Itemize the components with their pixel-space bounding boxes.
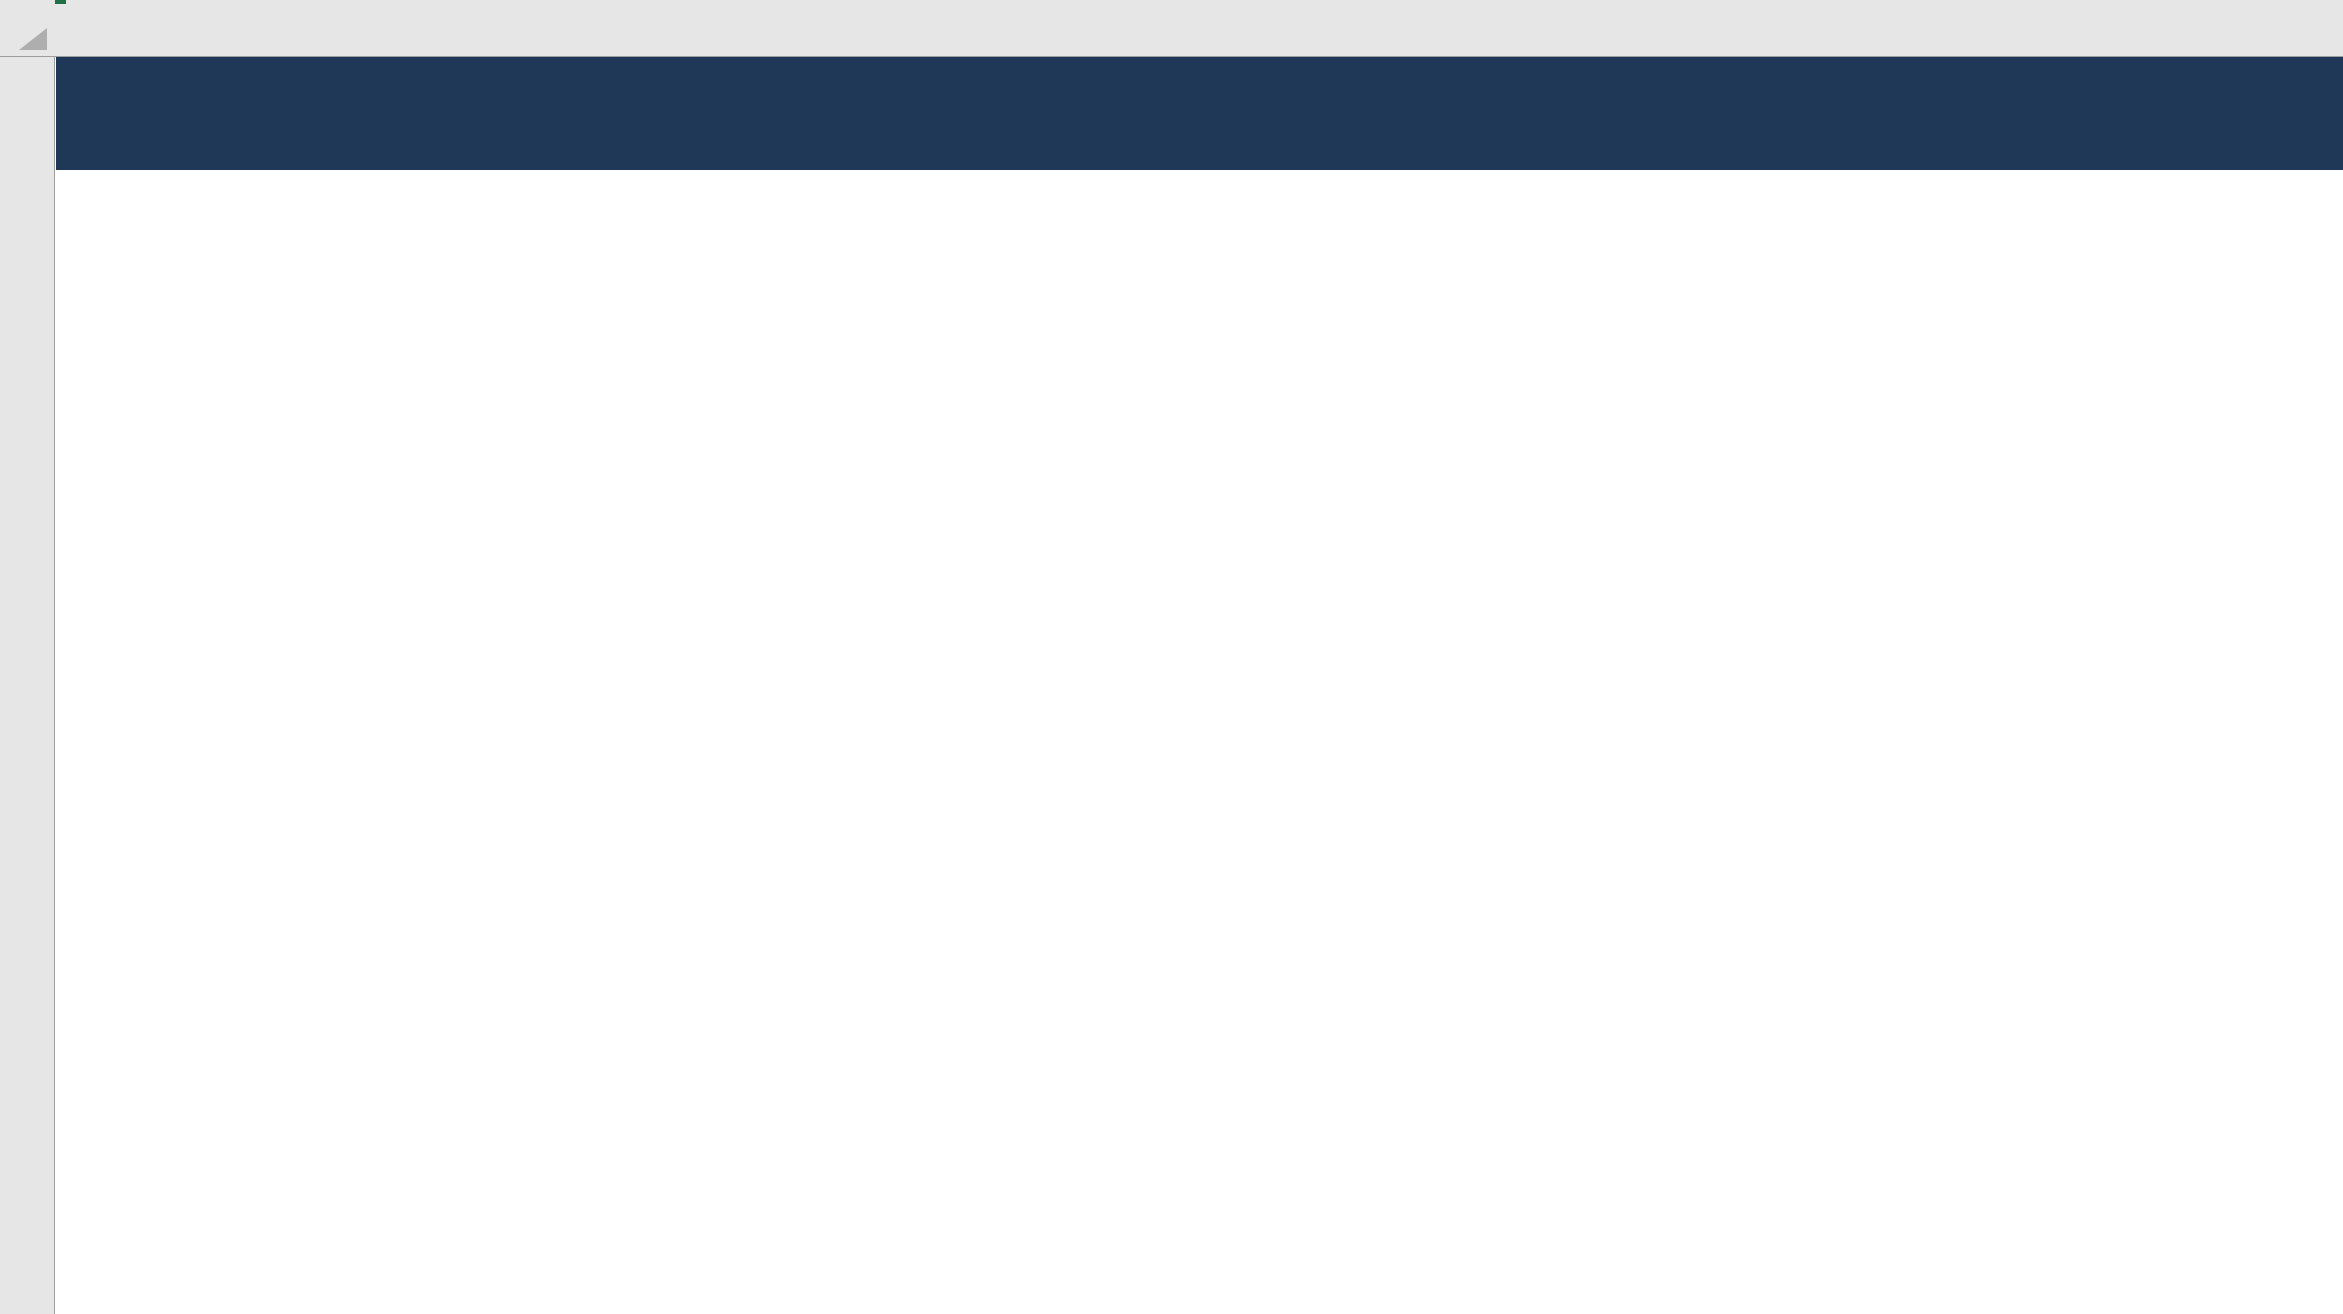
select-all-button[interactable]	[0, 0, 54, 56]
row-header-strip	[0, 57, 54, 1314]
active-cell-outline[interactable]	[55, 0, 66, 4]
column-header-strip	[0, 0, 2343, 57]
select-all-triangle-icon	[19, 28, 47, 50]
row-header-border	[54, 57, 55, 1314]
title-banner[interactable]	[56, 57, 2343, 170]
